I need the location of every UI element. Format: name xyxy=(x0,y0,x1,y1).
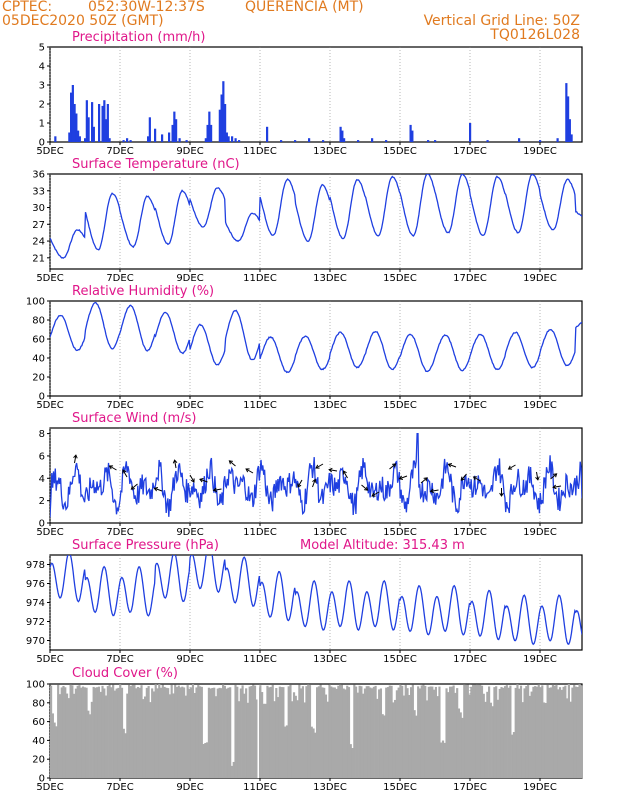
header-code: TQ0126L028 xyxy=(490,27,580,43)
y-tick-label: 40 xyxy=(32,735,45,747)
x-tick-label: 19DEC xyxy=(523,527,557,538)
precip-bar xyxy=(107,104,109,142)
precip-bar xyxy=(385,140,387,142)
x-tick-label: 5DEC xyxy=(36,654,64,665)
panel-annotation: Model Altitude: 315.43 m xyxy=(300,538,465,553)
panel-0 xyxy=(36,27,582,157)
precip-bar xyxy=(539,140,541,142)
x-tick-label: 5DEC xyxy=(36,400,64,411)
x-tick-label: 15DEC xyxy=(383,273,417,284)
precip-bar xyxy=(186,140,188,142)
precip-bar xyxy=(266,127,268,142)
x-tick-label: 13DEC xyxy=(313,782,347,793)
x-tick-label: 15DEC xyxy=(383,654,417,665)
panel-1 xyxy=(32,157,582,284)
y-tick-label: 976 xyxy=(25,579,45,590)
precip-bar xyxy=(228,136,230,142)
y-tick-label: 978 xyxy=(25,560,45,571)
panel-title: Surface Temperature (nC) xyxy=(72,157,240,172)
panel-title: Surface Pressure (hPa) xyxy=(72,538,219,553)
x-tick-label: 17DEC xyxy=(453,273,487,284)
wind-arrow xyxy=(553,485,561,489)
x-tick-label: 13DEC xyxy=(313,527,347,538)
x-tick-label: 17DEC xyxy=(453,654,487,665)
precip-bar xyxy=(343,138,345,142)
y-tick-label: 33 xyxy=(32,186,45,198)
precip-bar xyxy=(294,140,296,142)
y-tick-label: 6 xyxy=(38,451,45,463)
y-tick-label: 20 xyxy=(32,372,45,384)
wind-arrow xyxy=(448,464,456,468)
precip-bar xyxy=(487,140,489,142)
precip-bar xyxy=(280,140,282,142)
precip-bar xyxy=(411,131,413,142)
y-tick-label: 972 xyxy=(25,617,45,628)
precip-bar xyxy=(93,127,95,142)
y-tick-label: 3 xyxy=(38,80,45,92)
precip-bar xyxy=(54,136,56,142)
x-tick-label: 11DEC xyxy=(243,146,277,157)
precip-bar xyxy=(109,138,111,142)
x-tick-label: 9DEC xyxy=(176,782,204,793)
precip-bar xyxy=(179,138,181,142)
y-tick-label: 100 xyxy=(25,679,45,691)
x-tick-label: 13DEC xyxy=(313,400,347,411)
x-tick-label: 19DEC xyxy=(523,654,557,665)
wind-arrow xyxy=(316,464,323,468)
x-tick-label: 17DEC xyxy=(453,527,487,538)
precip-bar xyxy=(357,140,359,142)
panel-frame xyxy=(50,174,582,269)
y-tick-label: 2 xyxy=(38,99,45,111)
x-tick-label: 9DEC xyxy=(176,273,204,284)
wind-arrow xyxy=(536,472,540,480)
x-tick-label: 15DEC xyxy=(383,400,417,411)
panel-title: Relative Humidity (%) xyxy=(72,284,215,299)
precip-bar xyxy=(427,140,429,142)
precip-bar xyxy=(434,140,436,142)
precip-bar xyxy=(168,133,170,143)
cloud-bar xyxy=(580,685,582,778)
precip-bar xyxy=(126,138,128,142)
precip-bar xyxy=(308,138,310,142)
precip-bar xyxy=(322,140,324,142)
precip-bar xyxy=(130,140,132,142)
panel-frame xyxy=(50,47,582,142)
x-tick-label: 7DEC xyxy=(106,654,134,665)
x-tick-label: 5DEC xyxy=(36,146,64,157)
wind-arrow xyxy=(173,460,177,468)
y-tick-label: 4 xyxy=(38,473,45,485)
x-tick-label: 17DEC xyxy=(453,782,487,793)
series-line xyxy=(50,434,582,518)
wind-arrow xyxy=(399,476,407,480)
x-tick-label: 9DEC xyxy=(176,400,204,411)
cloud-bar xyxy=(229,687,231,778)
panel-5 xyxy=(26,666,582,793)
wind-arrow xyxy=(154,488,162,492)
precip-bar xyxy=(518,138,520,142)
x-tick-label: 5DEC xyxy=(36,273,64,284)
y-tick-label: 60 xyxy=(32,334,45,346)
y-tick-label: 8 xyxy=(38,429,45,441)
y-tick-label: 80 xyxy=(32,315,45,327)
precip-bar xyxy=(98,104,100,142)
precip-bar xyxy=(210,125,212,142)
x-tick-label: 11DEC xyxy=(243,654,277,665)
x-tick-label: 13DEC xyxy=(313,146,347,157)
y-tick-label: 0 xyxy=(38,773,45,785)
x-tick-label: 7DEC xyxy=(106,527,134,538)
wind-arrow xyxy=(246,469,253,473)
wind-arrow xyxy=(421,478,427,483)
x-tick-label: 9DEC xyxy=(176,146,204,157)
precip-bar xyxy=(571,134,573,142)
wind-arrow xyxy=(329,468,337,472)
x-tick-label: 19DEC xyxy=(523,146,557,157)
precip-bar xyxy=(154,129,156,142)
x-tick-label: 15DEC xyxy=(383,146,417,157)
y-tick-label: 60 xyxy=(32,717,45,729)
y-tick-label: 30 xyxy=(32,203,45,215)
x-tick-label: 17DEC xyxy=(453,400,487,411)
x-tick-label: 13DEC xyxy=(313,654,347,665)
y-tick-label: 80 xyxy=(32,698,45,710)
y-tick-label: 24 xyxy=(32,236,45,248)
precip-bar xyxy=(79,136,81,142)
precip-bar xyxy=(469,123,471,142)
y-tick-label: 20 xyxy=(32,754,45,766)
y-tick-label: 27 xyxy=(32,219,45,231)
x-tick-label: 19DEC xyxy=(523,782,557,793)
y-tick-label: 970 xyxy=(25,636,45,647)
x-tick-label: 13DEC xyxy=(313,273,347,284)
wind-arrow xyxy=(500,488,504,496)
y-tick-label: 100 xyxy=(25,296,45,308)
series-line xyxy=(50,173,582,258)
wind-arrow xyxy=(229,461,235,466)
x-tick-label: 19DEC xyxy=(523,273,557,284)
wind-arrow xyxy=(110,466,117,470)
y-tick-label: 0 xyxy=(38,518,45,530)
x-tick-label: 9DEC xyxy=(176,654,204,665)
wind-arrow xyxy=(509,465,516,469)
panel-frame xyxy=(50,555,582,650)
header-place: QUERENCIA (MT) xyxy=(245,0,364,15)
x-tick-label: 7DEC xyxy=(106,400,134,411)
precip-bar xyxy=(238,140,240,142)
y-tick-label: 40 xyxy=(32,353,45,365)
x-tick-label: 11DEC xyxy=(243,527,277,538)
x-tick-label: 5DEC xyxy=(36,527,64,538)
precip-bar xyxy=(149,117,151,142)
x-tick-label: 15DEC xyxy=(383,782,417,793)
precip-bar xyxy=(88,117,90,142)
x-tick-label: 9DEC xyxy=(176,527,204,538)
header-grid-note: Vertical Grid Line: 50Z xyxy=(423,13,580,29)
panel-frame xyxy=(50,301,582,396)
x-tick-label: 11DEC xyxy=(243,782,277,793)
x-tick-label: 5DEC xyxy=(36,782,64,793)
y-tick-label: 0 xyxy=(38,391,45,403)
x-tick-label: 17DEC xyxy=(453,146,487,157)
series-line xyxy=(50,543,582,644)
header-coords: 052:30W-12:37S xyxy=(88,0,205,15)
panel-title: Surface Wind (m/s) xyxy=(72,411,197,426)
precip-bar xyxy=(231,136,233,142)
precip-bar xyxy=(235,138,237,142)
precip-bar xyxy=(175,119,177,142)
panel-title: Precipitation (mm/h) xyxy=(72,30,206,45)
y-tick-label: 21 xyxy=(32,253,45,265)
header-date: 05DEC2020 50Z (GMT) xyxy=(2,13,164,29)
y-tick-label: 1 xyxy=(38,118,45,130)
y-tick-label: 5 xyxy=(38,42,45,54)
panel-4 xyxy=(26,538,582,665)
wind-arrow xyxy=(74,455,78,463)
x-tick-label: 7DEC xyxy=(106,273,134,284)
precip-bar xyxy=(123,140,125,142)
x-tick-label: 7DEC xyxy=(106,146,134,157)
x-tick-label: 19DEC xyxy=(523,400,557,411)
x-tick-label: 11DEC xyxy=(243,400,277,411)
x-tick-label: 11DEC xyxy=(243,273,277,284)
precip-bar xyxy=(557,138,559,142)
y-tick-label: 2 xyxy=(38,496,45,508)
header-org: CPTEC: xyxy=(2,0,53,15)
wind-arrow xyxy=(362,485,368,490)
wind-arrow xyxy=(190,475,194,482)
panel-3 xyxy=(36,411,582,538)
wind-arrow xyxy=(312,479,316,487)
y-tick-label: 0 xyxy=(38,137,45,149)
series-line xyxy=(50,303,582,373)
y-tick-label: 974 xyxy=(25,598,45,609)
y-tick-label: 4 xyxy=(38,61,45,73)
x-tick-label: 15DEC xyxy=(383,527,417,538)
panel-title: Cloud Cover (%) xyxy=(72,666,178,681)
x-tick-label: 7DEC xyxy=(106,782,134,793)
precip-bar xyxy=(371,138,373,142)
panel-2 xyxy=(26,284,582,411)
y-tick-label: 36 xyxy=(32,169,45,181)
precip-bar xyxy=(161,134,163,142)
